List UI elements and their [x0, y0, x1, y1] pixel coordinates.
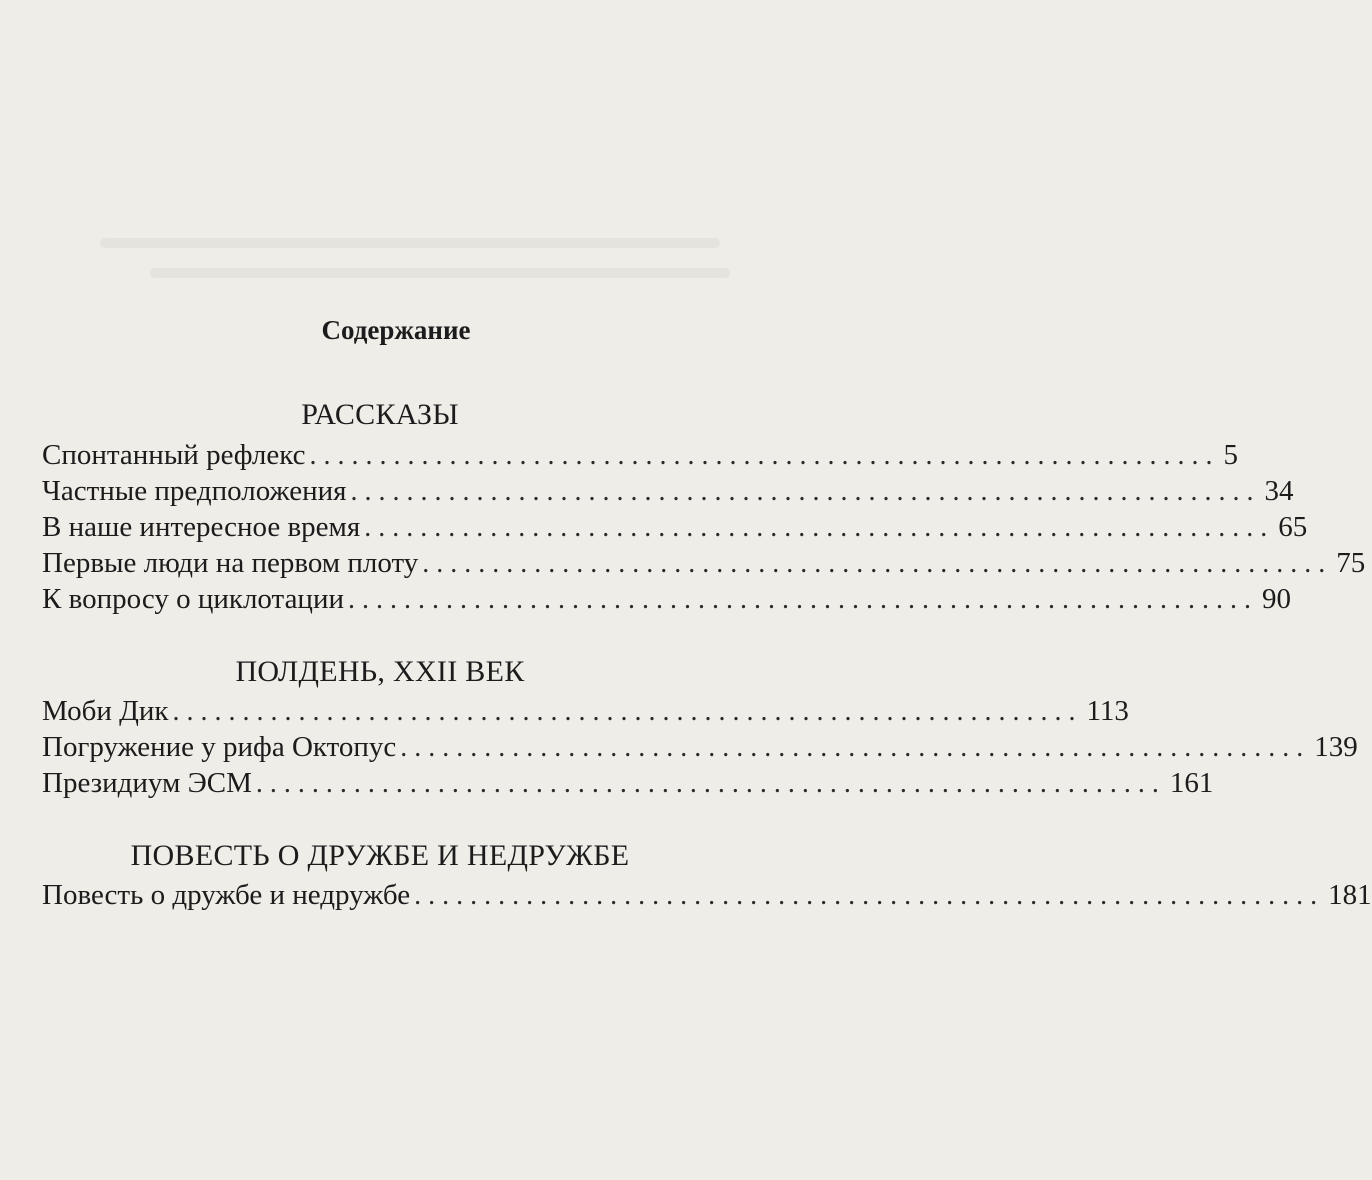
toc-entry — [42, 508, 1308, 546]
toc-entry-title: Погружение у рифа Октопус — [42, 731, 397, 763]
dot-leader: ................................................................. — [309, 440, 1220, 471]
dot-leader: ................................................................. — [400, 732, 1311, 763]
toc-entry-page: 75 — [1336, 547, 1366, 579]
toc-heading: Содержание — [321, 315, 471, 345]
toc-entry — [42, 436, 1238, 474]
section-title-stories: РАССКАЗЫ — [301, 398, 459, 431]
dot-leader: ................................................................. — [350, 476, 1261, 507]
dot-leader: ................................................................. — [414, 880, 1325, 911]
toc-entry-page: 181 — [1328, 879, 1372, 911]
section-title-friendship: ПОВЕСТЬ О ДРУЖБЕ И НЕДРУЖБЕ — [130, 839, 630, 872]
toc-entry-title: Спонтанный рефлекс — [42, 439, 306, 471]
dot-leader: ................................................................. — [364, 512, 1275, 543]
toc-entry — [42, 692, 1129, 730]
toc-entry-page: 65 — [1278, 511, 1308, 543]
show-through-line — [100, 238, 720, 248]
toc-entry-page: 90 — [1262, 583, 1291, 615]
toc-entry-page: 113 — [1086, 695, 1129, 727]
toc-entry — [42, 764, 1214, 802]
dot-leader: ................................................................. — [172, 696, 1083, 727]
toc-entry-title: Повесть о дружбе и недружбе — [42, 879, 411, 911]
toc-entry-title: Первые люди на первом плоту — [42, 547, 419, 579]
toc-entry-title: В наше интересное время — [42, 511, 361, 543]
toc-entry — [42, 580, 1291, 618]
toc-entry-title: Частные предположения — [42, 475, 347, 507]
toc-entry — [42, 544, 1366, 582]
toc-entry — [42, 472, 1294, 510]
toc-entry-page: 139 — [1314, 731, 1358, 763]
section-title-noon: ПОЛДЕНЬ, XXII ВЕК — [235, 655, 525, 688]
toc-entry-page: 34 — [1264, 475, 1294, 507]
toc-entry-page: 161 — [1169, 767, 1214, 799]
toc-entry-title: К вопросу о циклотации — [42, 583, 344, 615]
dot-leader: ................................................................. — [422, 548, 1333, 579]
toc-entry-title: Президиум ЭСМ — [42, 767, 252, 799]
toc-entry-page: 5 — [1223, 439, 1238, 471]
dot-leader: ................................................................. — [255, 768, 1166, 799]
toc-entry-title: Моби Дик — [42, 695, 169, 727]
show-through-line — [150, 268, 730, 278]
toc-entry — [42, 728, 1358, 766]
toc-entry — [42, 876, 1372, 914]
dot-leader: ................................................................. — [348, 584, 1258, 615]
